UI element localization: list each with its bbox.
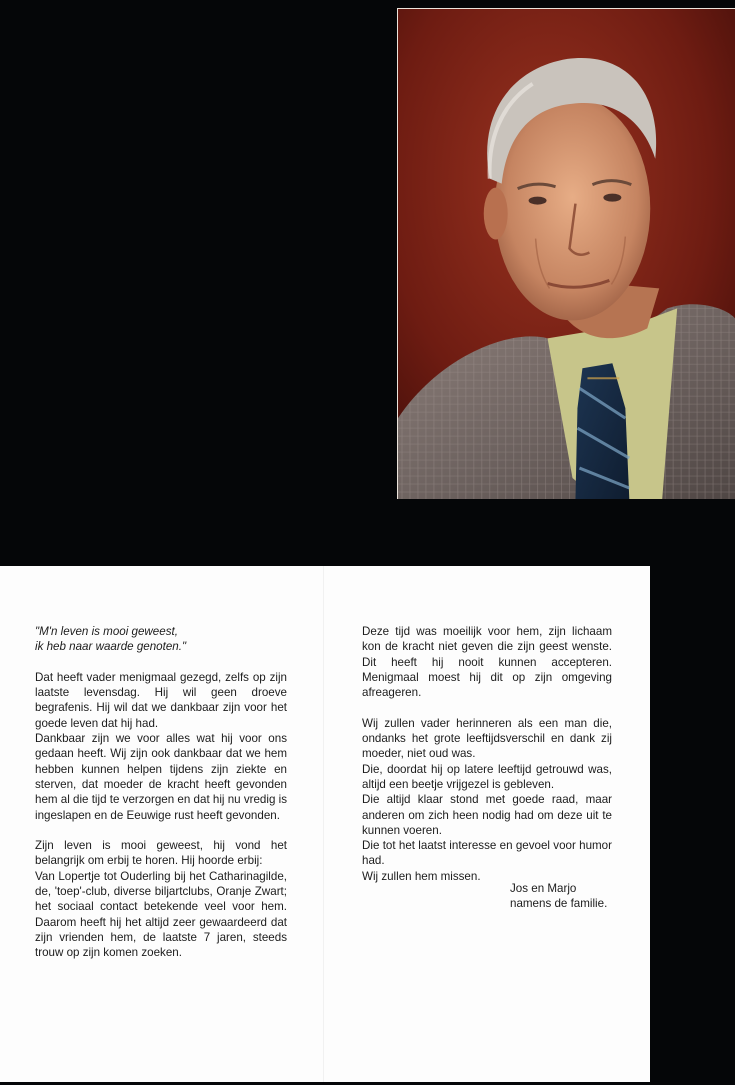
right-column xyxy=(362,624,612,884)
card-fold-line xyxy=(323,566,324,1082)
opening-quote xyxy=(35,624,287,655)
right-paragraph-1: Deze tijd was moeilijk voor hem, zijn lichaam kon de kracht niet geven die zijn geest wenste. Dit heeft hij nooit kunnen accepteren. Menigmaal moest hij dit op zijn omgeving afreageren. xyxy=(362,625,612,700)
signature xyxy=(510,881,607,912)
left-paragraph-2: Dankbaar zijn we voor alles wat hij voor ons gedaan heeft. Wij zijn ook dankbaar dat we hem hebben kunnen helpen tijdens zijn ziekte en sterven, dat moeder de kracht heeft gevonden hem al die tijd te verzorgen en dat hij nu vredig is ingeslapen en de Eeuwige rust heeft gevonden. xyxy=(35,732,287,822)
left-paragraph-3: Zijn leven is mooi geweest, hij vond het belangrijk om erbij te horen. Hij hoorde erbij: xyxy=(35,839,287,868)
memorial-card xyxy=(0,566,650,1082)
portrait-photo xyxy=(397,8,735,499)
right-paragraph-3: Die, doordat hij op latere leeftijd getrouwd was, altijd een beetje vrijgezel is gebleven. xyxy=(362,762,612,791)
signature-line-1: Jos en Marjo xyxy=(510,882,577,895)
right-paragraph-4: Die altijd klaar stond met goede raad, maar anderen om zich heen nodig had om deze uit te kunnen voeren. xyxy=(362,793,612,837)
right-paragraph-5: Die tot het laatst interesse en gevoel voor humor had. xyxy=(362,839,612,868)
portrait-illustration xyxy=(398,9,735,499)
left-paragraph-4: Van Lopertje tot Ouderling bij het Catharinagilde, de, 'toep'-club, diverse biljartclubs, Oranje Zwart; het sociaal contact betekende veel voor hem. Daarom heeft hij het altijd zeer gewaardeerd dat zijn vrienden hem, de laatste 7 jaren, steeds trouw op zijn komen zoeken. xyxy=(35,869,287,960)
right-paragraph-2: Wij zullen vader herinneren als een man die, ondanks het grote leeftijdsverschil en dank zij moeder, niet oud was. xyxy=(362,716,612,761)
left-column xyxy=(35,624,287,976)
right-paragraph-6: Wij zullen hem missen. xyxy=(362,869,481,883)
left-paragraph-1: Dat heeft vader menigmaal gezegd, zelfs op zijn laatste levensdag. Hij wil geen droeve begrafenis. Hij wil dat we dankbaar zijn voor het goede leven dat hij had. xyxy=(35,670,287,730)
quote-line-2: ik heb naar waarde genoten." xyxy=(35,640,187,654)
signature-line-2: namens de familie. xyxy=(510,897,608,911)
quote-line-1: "M'n leven is mooi geweest, xyxy=(35,625,178,638)
